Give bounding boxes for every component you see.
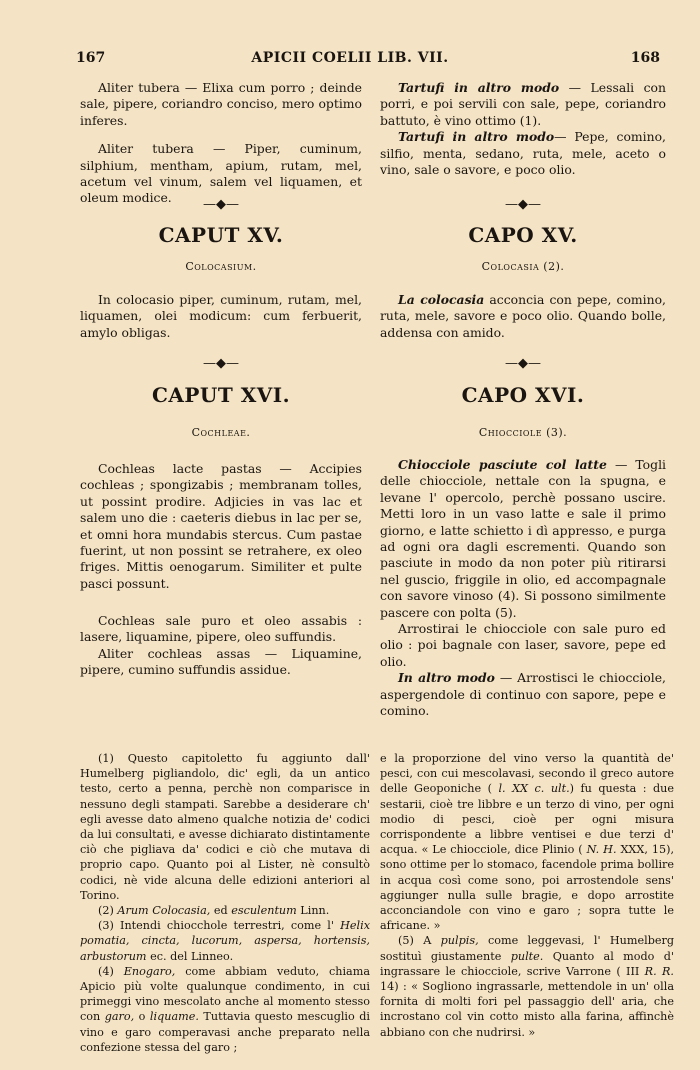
running-title: APICII COELII LIB. VII. [251, 50, 449, 66]
footnote-text: (4) [98, 964, 124, 978]
footnote-text: come leggevasi, l' Humelberg sostituì giustamente [380, 934, 674, 963]
italian-paragraph [380, 457, 666, 621]
page-number-right: 168 [630, 50, 660, 66]
footnote-text: ed [210, 904, 232, 918]
latin-text-block-3 [80, 461, 362, 592]
footnote-text: 14) : « Sogliono ingrassarle, mettendole in un' olla fornita di molti fori pel passaggio dell' aria, che incrostano col vin cotto misto alla farina, affinchè abbiano con che nudrirsi. » [380, 980, 674, 1039]
ornament-divider: —◆— [505, 197, 541, 212]
italian-paragraph: Arrostirai le chiocciole con sale puro ed olio : poi bagnale con laser, savore, pepe ed olio. [380, 621, 666, 669]
italian-paragraph [380, 80, 666, 129]
recipe-title: Tartufi in altro modo [398, 129, 555, 145]
italian-text-block-1 [380, 80, 666, 178]
footnote-italic: pulpis, [440, 934, 479, 948]
recipe-title: Tartufi in altro modo [398, 80, 560, 95]
chapter-heading: CAPUT XVI. [151, 383, 291, 407]
recipe-title: La colocasia [398, 292, 485, 307]
footnote: (1) Questo capitoletto fu aggiunto dall' Humelberg pigliandolo, dic' egli, da un antico testo, certo a penna, perchè non comparisce in nessuno degli stampati. Sarebbe a desiderare ch' egli avesse dato almeno qualche notizia de' codici da lui consultati, e avesse dichiarato distintamente ciò che pigliava da' codici e ciò che mutava di proprio capo. Quanto poi al Lister, nè consultò codici, nè vide alcuna delle edizioni anteriori al Torino. [80, 752, 370, 902]
footnote-italic: l. XX c. ult. [498, 782, 570, 796]
paragraph-text: — Lessali con porri, e poi servili con sale, pepe, coriandro battuto, è vino ottimo (1). [380, 80, 666, 128]
footnote-text: ec. del Linneo. [146, 949, 234, 963]
footnote-continuation [380, 751, 674, 933]
italian-paragraph [380, 129, 666, 178]
latin-paragraph: In colocasio piper, cuminum, rutam, mel, liquamen, olei modicum: cum ferbuerit, amylo obligas. [80, 292, 362, 340]
recipe-title: Chiocciole pasciute col latte [398, 457, 607, 472]
chapter-subtitle: Colocasium. [185, 260, 257, 273]
latin-text-block-2 [80, 292, 362, 341]
footnote-italic: N. H. [586, 843, 617, 857]
chapter-subtitle: Chiocciole (3). [478, 426, 568, 439]
footnote-text: (5) A [398, 934, 441, 948]
footnote [80, 918, 370, 964]
chapter-heading: CAPO XVI. [461, 383, 585, 407]
ornament-divider: —◆— [203, 197, 239, 212]
footnote-italic: Arum Colocasia, [117, 904, 211, 918]
paragraph-text: — Arrostisci le chiocciole, aspergendole di continuo con sapore, pepe e comino. [380, 670, 666, 719]
footnote-italic: garo, [104, 1010, 135, 1024]
latin-paragraph: Aliter tubera — Elixa cum porro ; deinde sale, pipere, coriandro conciso, mero optimo inferes. [80, 80, 362, 128]
latin-text-block-4 [80, 613, 362, 679]
latin-paragraph: Cochleas sale puro et oleo assabis : lasere, liquamine, pipere, oleo suffundis. [80, 613, 362, 645]
italian-text-block-3 [380, 457, 666, 720]
footnote-text: come abbiam veduto, chiama Apicio più volte qualunque condimento, in cui primeggi vino mescolato anche al momento stesso con [80, 964, 370, 1024]
ornament-divider: —◆— [505, 356, 541, 371]
footnote-italic: Helix pomatia, cincta, lucorum, aspersa, hortensis, arbustorum [80, 919, 370, 963]
footnote [380, 933, 674, 1039]
chapter-subtitle: Colocasia (2). [481, 260, 565, 273]
footnote-italic: pulte. [510, 949, 544, 963]
ornament-divider: —◆— [203, 356, 239, 371]
footnotes-right [380, 751, 674, 1040]
footnote-text: Quanto al modo d' ingrassare le chiocciole, scrive Varrone ( III [380, 949, 674, 978]
footnote-text: Tuttavia questo mescuglio di vino e garo comperavasi anche preparato nella confezione stessa del garo ; [80, 1010, 370, 1054]
paragraph-text: acconcia con pepe, comino, ruta, mele, savore e poco olio. Quando bolle, addensa con amido. [380, 292, 666, 340]
footnote-text: o [134, 1010, 150, 1024]
footnote-text: (3) Intendi chiocchole terrestri, come l' [98, 919, 341, 933]
latin-paragraph: Aliter tubera — Piper, cuminum, silphium, mentham, apium, rutam, mel, acetum vel vinum, salem vel liquamen, et oleum modice. [80, 141, 362, 206]
latin-paragraph: Cochleas lacte pastas — Accipies cochleas ; spongizabis ; membranam tolles, ut possint prodire. Adjicies in vas lac et salem uno die : caeteris diebus in lac per se, et omni hora mundabis stercus. Cum pastae fuerint, ut non possint se retrahere, ex oleo friges. Mittis oenogarum. Similiter et pulte pasci possunt. [80, 461, 362, 591]
italian-text-block-2 [380, 292, 666, 341]
italian-paragraph [380, 670, 666, 719]
footnote-text: e la proporzione del vino verso la quantità de' pesci, con cui mescolavasi, secondo il greco autore delle Geoponiche ( [380, 752, 674, 796]
chapter-heading: CAPO XV. [468, 223, 578, 247]
footnotes-left [80, 751, 370, 1055]
footnote-text: XXX, 15), sono ottime per lo stomaco, facendole prima bollire in acqua così come sono, poi arrostendole sens' aggiunger nulla sulle bragie, e dopo arrostite acconciandole con vino e garo ; sopra tutte le africane. » [380, 843, 674, 933]
footnote [80, 903, 370, 918]
page-header [0, 50, 700, 72]
footnote-text: (2) [98, 904, 118, 918]
latin-text-block-1 [80, 80, 362, 207]
recipe-title: In altro modo [398, 670, 495, 686]
page-number-left: 167 [76, 50, 106, 66]
chapter-heading: CAPUT XV. [158, 223, 284, 247]
paragraph-text: — Togli delle chiocciole, nettale con la spugna, e levane l' opercolo, perchè possano uscire. Metti loro in un vaso latte e sale il primo giorno, e latte schietto i dì appresso, e purga ad ogni ora dagli escrementi. Quando son pasciute in modo da non poter più ritirarsi nel guscio, friggile in olio, ed accompagnale con savore vinoso (4). Si possono similmente pascere con polta (5). [380, 457, 666, 620]
paragraph-text: — Pepe, comino, silfio, menta, sedano, ruta, mele, aceto o vino, sale o savore, e poco olio. [380, 129, 666, 178]
footnote-italic: Enogaro, [123, 964, 176, 978]
footnote-text: Linn. [296, 904, 330, 918]
footnote-italic: liquame. [149, 1010, 199, 1024]
footnote-italic: esculentum [231, 904, 297, 918]
footnote [80, 964, 370, 1055]
latin-paragraph: Aliter cochleas assas — Liquamine, pipere, cumino suffundis assidue. [80, 645, 362, 678]
chapter-subtitle: Cochleae. [191, 426, 251, 439]
italian-paragraph [380, 292, 666, 341]
footnote-text: ) fu questa : due sestarii, cioè tre libbre e un terzo di vino, per ogni modio di pesci, cioè per ogni misura corrispondente a libbre ventisei e due terzi d' acqua. « Le chiocciole, dice Plinio ( [380, 782, 674, 857]
footnote-italic: R. R. [644, 964, 674, 978]
